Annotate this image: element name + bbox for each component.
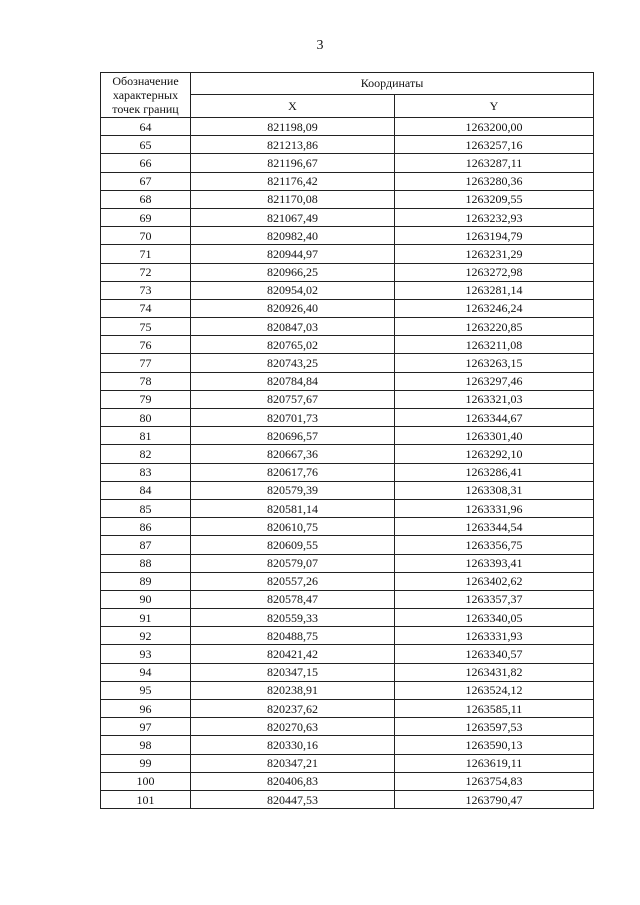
point-number-cell: 97 xyxy=(101,718,191,736)
point-number-cell: 92 xyxy=(101,627,191,645)
point-number-cell: 65 xyxy=(101,136,191,154)
x-coordinate-cell: 820847,03 xyxy=(191,318,395,336)
table-header xyxy=(101,73,594,118)
y-coordinate-cell: 1263231,29 xyxy=(395,245,594,263)
y-coordinate-cell: 1263211,08 xyxy=(395,336,594,354)
table-row xyxy=(101,372,594,390)
table-body xyxy=(101,118,594,809)
point-number-cell: 69 xyxy=(101,208,191,226)
point-number-cell: 99 xyxy=(101,754,191,772)
y-coordinate-cell: 1263286,41 xyxy=(395,463,594,481)
x-coordinate-cell: 820559,33 xyxy=(191,609,395,627)
point-number-cell: 71 xyxy=(101,245,191,263)
x-coordinate-cell: 820347,15 xyxy=(191,663,395,681)
table-row xyxy=(101,172,594,190)
point-designation-header: Обозначение характерных точек границ xyxy=(101,73,191,118)
table-row xyxy=(101,736,594,754)
point-number-cell: 66 xyxy=(101,154,191,172)
table-row xyxy=(101,700,594,718)
table-row xyxy=(101,336,594,354)
table-row xyxy=(101,208,594,226)
point-number-cell: 70 xyxy=(101,227,191,245)
y-coordinate-cell: 1263280,36 xyxy=(395,172,594,190)
x-coordinate-cell: 821170,08 xyxy=(191,190,395,208)
point-number-cell: 75 xyxy=(101,318,191,336)
x-coordinate-cell: 820743,25 xyxy=(191,354,395,372)
x-coordinate-cell: 820944,97 xyxy=(191,245,395,263)
table-row xyxy=(101,590,594,608)
point-number-cell: 85 xyxy=(101,499,191,517)
x-coordinate-cell: 820784,84 xyxy=(191,372,395,390)
table-row xyxy=(101,681,594,699)
table-row xyxy=(101,772,594,790)
x-coordinate-cell: 820617,76 xyxy=(191,463,395,481)
y-coordinate-cell: 1263321,03 xyxy=(395,390,594,408)
point-number-cell: 79 xyxy=(101,390,191,408)
x-coordinate-cell: 820701,73 xyxy=(191,409,395,427)
coordinates-table xyxy=(100,72,594,809)
point-number-cell: 87 xyxy=(101,536,191,554)
x-coordinate-cell: 821198,09 xyxy=(191,118,395,136)
table-row xyxy=(101,445,594,463)
y-coordinate-cell: 1263790,47 xyxy=(395,790,594,808)
y-coordinate-cell: 1263619,11 xyxy=(395,754,594,772)
y-coordinate-cell: 1263257,16 xyxy=(395,136,594,154)
table-row xyxy=(101,609,594,627)
table-row xyxy=(101,299,594,317)
point-number-cell: 72 xyxy=(101,263,191,281)
table-row xyxy=(101,427,594,445)
y-coordinate-cell: 1263308,31 xyxy=(395,481,594,499)
y-coordinate-cell: 1263402,62 xyxy=(395,572,594,590)
y-coordinate-cell: 1263585,11 xyxy=(395,700,594,718)
y-coordinate-cell: 1263340,57 xyxy=(395,645,594,663)
y-coordinate-cell: 1263754,83 xyxy=(395,772,594,790)
y-coordinate-cell: 1263356,75 xyxy=(395,536,594,554)
point-number-cell: 101 xyxy=(101,790,191,808)
x-coordinate-cell: 820757,67 xyxy=(191,390,395,408)
table-row xyxy=(101,518,594,536)
y-coordinate-cell: 1263194,79 xyxy=(395,227,594,245)
y-coordinate-cell: 1263287,11 xyxy=(395,154,594,172)
table-row xyxy=(101,190,594,208)
point-number-cell: 94 xyxy=(101,663,191,681)
table-row xyxy=(101,754,594,772)
point-number-cell: 83 xyxy=(101,463,191,481)
point-number-cell: 91 xyxy=(101,609,191,627)
y-coordinate-cell: 1263590,13 xyxy=(395,736,594,754)
point-number-cell: 64 xyxy=(101,118,191,136)
x-column-header: X xyxy=(191,94,395,117)
y-coordinate-cell: 1263344,67 xyxy=(395,409,594,427)
x-coordinate-cell: 820696,57 xyxy=(191,427,395,445)
x-coordinate-cell: 821196,67 xyxy=(191,154,395,172)
x-coordinate-cell: 820765,02 xyxy=(191,336,395,354)
coordinates-header: Координаты xyxy=(191,73,594,95)
x-coordinate-cell: 820421,42 xyxy=(191,645,395,663)
y-coordinate-cell: 1263340,05 xyxy=(395,609,594,627)
point-number-cell: 89 xyxy=(101,572,191,590)
table-row xyxy=(101,536,594,554)
x-coordinate-cell: 821213,86 xyxy=(191,136,395,154)
point-number-cell: 81 xyxy=(101,427,191,445)
y-coordinate-cell: 1263331,96 xyxy=(395,499,594,517)
y-coordinate-cell: 1263272,98 xyxy=(395,263,594,281)
table-row xyxy=(101,227,594,245)
x-coordinate-cell: 821067,49 xyxy=(191,208,395,226)
table-row xyxy=(101,463,594,481)
point-number-cell: 100 xyxy=(101,772,191,790)
point-number-cell: 80 xyxy=(101,409,191,427)
table-row xyxy=(101,263,594,281)
x-coordinate-cell: 820982,40 xyxy=(191,227,395,245)
x-coordinate-cell: 820579,39 xyxy=(191,481,395,499)
table-row xyxy=(101,663,594,681)
point-number-cell: 98 xyxy=(101,736,191,754)
x-coordinate-cell: 821176,42 xyxy=(191,172,395,190)
x-coordinate-cell: 820488,75 xyxy=(191,627,395,645)
table-row xyxy=(101,499,594,517)
point-number-cell: 95 xyxy=(101,681,191,699)
y-coordinate-cell: 1263344,54 xyxy=(395,518,594,536)
point-number-cell: 77 xyxy=(101,354,191,372)
x-coordinate-cell: 820926,40 xyxy=(191,299,395,317)
y-coordinate-cell: 1263297,46 xyxy=(395,372,594,390)
y-coordinate-cell: 1263263,15 xyxy=(395,354,594,372)
table-row xyxy=(101,554,594,572)
x-coordinate-cell: 820578,47 xyxy=(191,590,395,608)
y-coordinate-cell: 1263220,85 xyxy=(395,318,594,336)
table-row xyxy=(101,409,594,427)
table-row xyxy=(101,390,594,408)
y-coordinate-cell: 1263301,40 xyxy=(395,427,594,445)
table-row xyxy=(101,245,594,263)
y-coordinate-cell: 1263524,12 xyxy=(395,681,594,699)
y-coordinate-cell: 1263597,53 xyxy=(395,718,594,736)
x-coordinate-cell: 820667,36 xyxy=(191,445,395,463)
y-coordinate-cell: 1263393,41 xyxy=(395,554,594,572)
x-coordinate-cell: 820406,83 xyxy=(191,772,395,790)
point-number-cell: 84 xyxy=(101,481,191,499)
x-coordinate-cell: 820581,14 xyxy=(191,499,395,517)
point-number-cell: 67 xyxy=(101,172,191,190)
table-row xyxy=(101,481,594,499)
point-number-cell: 93 xyxy=(101,645,191,663)
x-coordinate-cell: 820347,21 xyxy=(191,754,395,772)
point-number-cell: 96 xyxy=(101,700,191,718)
table-row xyxy=(101,154,594,172)
y-coordinate-cell: 1263209,55 xyxy=(395,190,594,208)
table-row xyxy=(101,118,594,136)
point-number-cell: 78 xyxy=(101,372,191,390)
table-row xyxy=(101,645,594,663)
point-number-cell: 73 xyxy=(101,281,191,299)
x-coordinate-cell: 820579,07 xyxy=(191,554,395,572)
x-coordinate-cell: 820557,26 xyxy=(191,572,395,590)
x-coordinate-cell: 820610,75 xyxy=(191,518,395,536)
y-coordinate-cell: 1263292,10 xyxy=(395,445,594,463)
table-row xyxy=(101,136,594,154)
table-row xyxy=(101,627,594,645)
y-coordinate-cell: 1263431,82 xyxy=(395,663,594,681)
y-coordinate-cell: 1263200,00 xyxy=(395,118,594,136)
x-coordinate-cell: 820270,63 xyxy=(191,718,395,736)
table-row xyxy=(101,318,594,336)
point-number-cell: 90 xyxy=(101,590,191,608)
page-number: 3 xyxy=(316,38,324,53)
x-coordinate-cell: 820447,53 xyxy=(191,790,395,808)
y-coordinate-cell: 1263331,93 xyxy=(395,627,594,645)
point-number-cell: 74 xyxy=(101,299,191,317)
y-coordinate-cell: 1263281,14 xyxy=(395,281,594,299)
x-coordinate-cell: 820609,55 xyxy=(191,536,395,554)
x-coordinate-cell: 820954,02 xyxy=(191,281,395,299)
point-number-cell: 88 xyxy=(101,554,191,572)
x-coordinate-cell: 820238,91 xyxy=(191,681,395,699)
y-coordinate-cell: 1263246,24 xyxy=(395,299,594,317)
point-number-cell: 82 xyxy=(101,445,191,463)
point-number-cell: 68 xyxy=(101,190,191,208)
x-coordinate-cell: 820966,25 xyxy=(191,263,395,281)
table-row xyxy=(101,354,594,372)
y-column-header: Y xyxy=(395,94,594,117)
x-coordinate-cell: 820237,62 xyxy=(191,700,395,718)
point-number-cell: 76 xyxy=(101,336,191,354)
table-row xyxy=(101,718,594,736)
table-row xyxy=(101,572,594,590)
x-coordinate-cell: 820330,16 xyxy=(191,736,395,754)
y-coordinate-cell: 1263232,93 xyxy=(395,208,594,226)
y-coordinate-cell: 1263357,37 xyxy=(395,590,594,608)
table-row xyxy=(101,281,594,299)
point-number-cell: 86 xyxy=(101,518,191,536)
table-row xyxy=(101,790,594,808)
